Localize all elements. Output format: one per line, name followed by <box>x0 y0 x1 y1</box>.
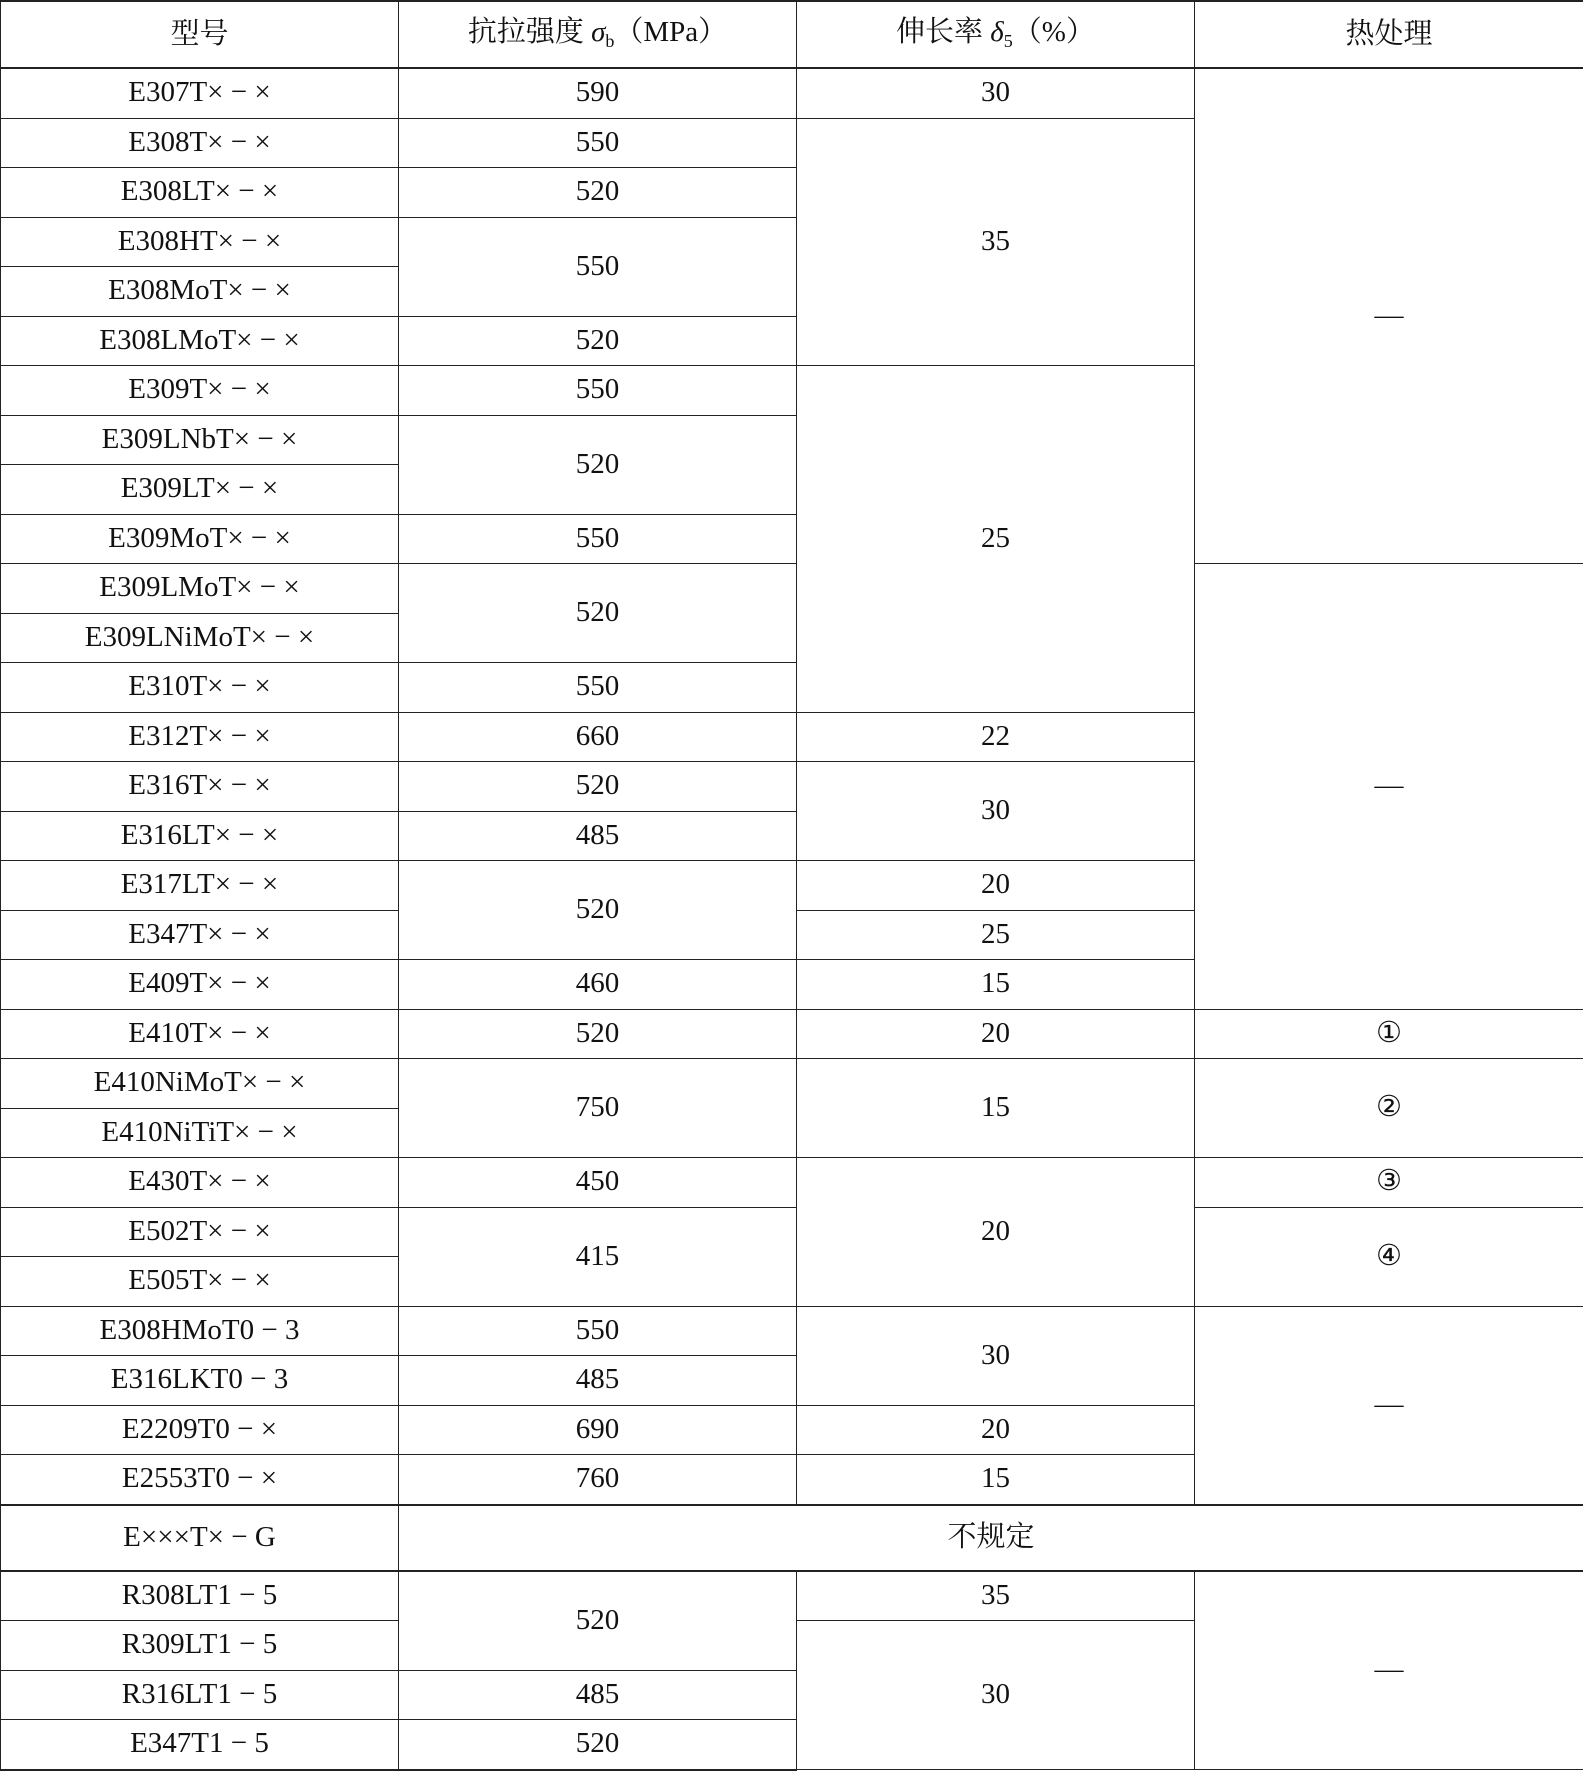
strength-cell: 520 <box>399 861 797 960</box>
model-cell: E502T× − × <box>1 1207 399 1257</box>
model-cell: E308MoT× − × <box>1 267 399 317</box>
model-cell: E347T× − × <box>1 910 399 960</box>
model-cell: E310T× − × <box>1 663 399 713</box>
strength-cell: 660 <box>399 712 797 762</box>
header-elongation <box>797 1 1195 68</box>
heat-treatment-cell: — <box>1195 564 1583 1010</box>
strength-cell: 550 <box>399 217 797 316</box>
unspecified-cell: 不规定 <box>399 1505 1583 1571</box>
table-row <box>1 68 1583 118</box>
elongation-cell: 22 <box>797 712 1195 762</box>
strength-cell: 590 <box>399 68 797 118</box>
elongation-cell: 20 <box>797 1158 1195 1307</box>
strength-cell: 520 <box>399 415 797 514</box>
elongation-cell: 35 <box>797 1571 1195 1621</box>
header-strength <box>399 1 797 68</box>
strength-cell: 520 <box>399 1571 797 1671</box>
model-cell: E316T× − × <box>1 762 399 812</box>
elongation-cell: 15 <box>797 1455 1195 1505</box>
table-header-row <box>1 1 1583 68</box>
table-row <box>1 1059 1583 1109</box>
strength-cell: 550 <box>399 514 797 564</box>
table-row <box>1 1158 1583 1208</box>
strength-cell: 460 <box>399 960 797 1010</box>
model-cell: E316LKT0 − 3 <box>1 1356 399 1406</box>
strength-cell: 550 <box>399 118 797 168</box>
model-cell: E410NiMoT× − × <box>1 1059 399 1109</box>
header-elongation-symbol: δ <box>990 16 1004 49</box>
model-cell: E309T× − × <box>1 366 399 416</box>
table-row <box>1 1571 1583 1621</box>
table-row <box>1 564 1583 614</box>
strength-cell: 550 <box>399 1306 797 1356</box>
elongation-cell: 30 <box>797 762 1195 861</box>
model-cell: E308LMoT× − × <box>1 316 399 366</box>
elongation-cell: 15 <box>797 1059 1195 1158</box>
table-row <box>1 1207 1583 1257</box>
strength-cell: 450 <box>399 1158 797 1208</box>
table-row <box>1 1306 1583 1356</box>
header-elongation-unit: （%） <box>1012 16 1095 49</box>
strength-cell: 485 <box>399 811 797 861</box>
model-cell: E2553T0 − × <box>1 1455 399 1505</box>
model-cell: E430T× − × <box>1 1158 399 1208</box>
model-cell: E309LMoT× − × <box>1 564 399 614</box>
model-cell: E309LNbT× − × <box>1 415 399 465</box>
model-cell: E410T× − × <box>1 1009 399 1059</box>
strength-cell: 485 <box>399 1356 797 1406</box>
header-heat-treatment: 热处理 <box>1195 1 1583 68</box>
model-cell: E316LT× − × <box>1 811 399 861</box>
header-strength-label: 抗拉强度 <box>467 16 584 49</box>
header-strength-symbol: σ <box>591 16 606 49</box>
model-cell: E×××T× − G <box>1 1505 399 1571</box>
header-strength-unit: （MPa） <box>614 16 728 49</box>
model-cell: E347T1 − 5 <box>1 1720 399 1770</box>
header-model: 型号 <box>1 1 399 68</box>
heat-treatment-cell: — <box>1195 1306 1583 1505</box>
model-cell: E2209T0 − × <box>1 1405 399 1455</box>
model-cell: E308T× − × <box>1 118 399 168</box>
strength-cell: 520 <box>399 1009 797 1059</box>
strength-cell: 750 <box>399 1059 797 1158</box>
model-cell: E410NiTiT× − × <box>1 1108 399 1158</box>
strength-cell: 415 <box>399 1207 797 1306</box>
model-cell: E309LT× − × <box>1 465 399 515</box>
heat-treatment-cell: — <box>1195 1571 1583 1770</box>
model-cell: E317LT× − × <box>1 861 399 911</box>
strength-cell: 550 <box>399 366 797 416</box>
header-strength-subscript: b <box>605 31 615 52</box>
elongation-cell: 15 <box>797 960 1195 1010</box>
model-cell: E308HT× − × <box>1 217 399 267</box>
elongation-cell: 30 <box>797 68 1195 118</box>
elongation-cell: 25 <box>797 910 1195 960</box>
header-elongation-label: 伸长率 <box>896 16 984 49</box>
header-elongation-subscript: 5 <box>1003 31 1013 52</box>
elongation-cell: 20 <box>797 1405 1195 1455</box>
elongation-cell: 20 <box>797 861 1195 911</box>
model-cell: E505T× − × <box>1 1257 399 1307</box>
elongation-cell: 30 <box>797 1306 1195 1405</box>
strength-cell: 520 <box>399 168 797 218</box>
model-cell: R316LT1 − 5 <box>1 1670 399 1720</box>
model-cell: E308LT× − × <box>1 168 399 218</box>
elongation-cell: 20 <box>797 1009 1195 1059</box>
model-cell: E409T× − × <box>1 960 399 1010</box>
model-cell: E309LNiMoT× − × <box>1 613 399 663</box>
heat-treatment-cell: ① <box>1195 1009 1583 1059</box>
model-cell: E309MoT× − × <box>1 514 399 564</box>
strength-cell: 520 <box>399 1720 797 1770</box>
model-cell: R309LT1 − 5 <box>1 1621 399 1671</box>
heat-treatment-cell: ④ <box>1195 1207 1583 1306</box>
strength-cell: 520 <box>399 762 797 812</box>
strength-cell: 485 <box>399 1670 797 1720</box>
model-cell: R308LT1 − 5 <box>1 1571 399 1621</box>
strength-cell: 520 <box>399 564 797 663</box>
heat-treatment-cell: ② <box>1195 1059 1583 1158</box>
model-cell: E308HMoT0 − 3 <box>1 1306 399 1356</box>
strength-cell: 520 <box>399 316 797 366</box>
elongation-cell: 30 <box>797 1621 1195 1770</box>
heat-treatment-cell: ③ <box>1195 1158 1583 1208</box>
strength-cell: 760 <box>399 1455 797 1505</box>
table-row <box>1 1009 1583 1059</box>
model-cell: E307T× − × <box>1 68 399 118</box>
elongation-cell: 25 <box>797 366 1195 713</box>
strength-cell: 690 <box>399 1405 797 1455</box>
strength-cell: 550 <box>399 663 797 713</box>
heat-treatment-cell: — <box>1195 68 1583 564</box>
elongation-cell: 35 <box>797 118 1195 366</box>
model-cell: E312T× − × <box>1 712 399 762</box>
table-row <box>1 1505 1583 1571</box>
